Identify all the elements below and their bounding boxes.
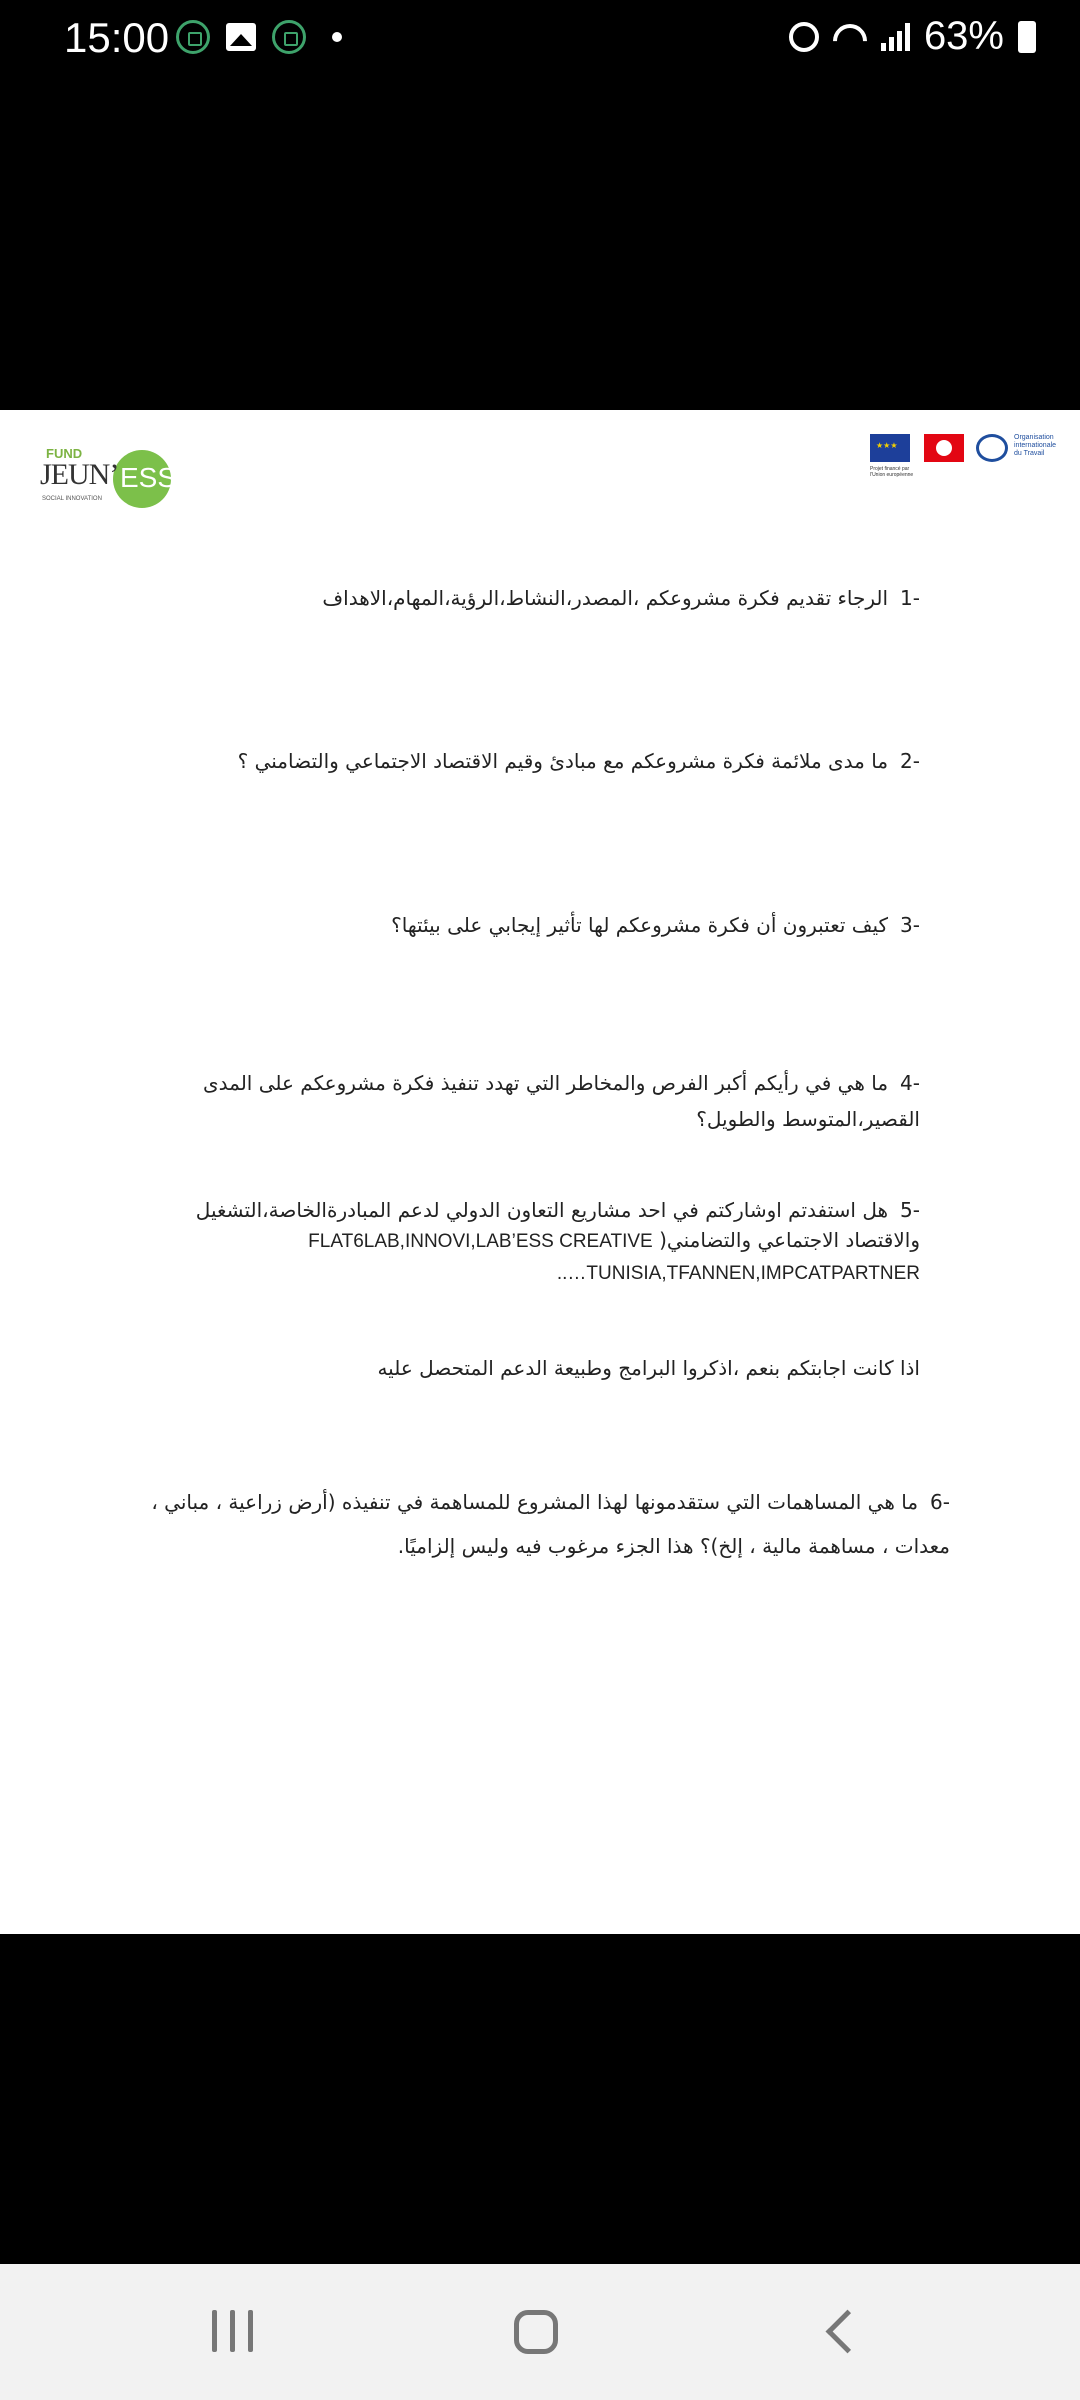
status-bar	[0, 0, 1080, 80]
eu-flag-icon	[870, 434, 910, 462]
logo-jeun-text: JEUN’	[40, 458, 119, 491]
app-notification-icon	[272, 20, 306, 54]
question-4: -4ما هي في رأيكم أكبر الفرص والمخاطر التي تهدد تنفيذ فكرة مشروعكم على المدى القصير،المتوسط والطويل؟	[203, 1071, 920, 1131]
jeuness-logo	[40, 432, 180, 504]
home-icon[interactable]	[514, 2310, 558, 2354]
battery-percentage: 63%	[923, 14, 1004, 58]
oit-caption: Organisation internationale du Travail	[1014, 434, 1057, 457]
back-icon[interactable]	[826, 2310, 870, 2354]
recent-apps-icon[interactable]	[212, 2310, 253, 2352]
app-notification-icon	[176, 20, 210, 54]
gallery-icon	[226, 23, 256, 51]
question-2: -2ما مدى ملائمة فكرة مشروعكم مع مبادئ وقيم الاقتصاد الاجتماعي والتضامني ؟	[237, 749, 920, 773]
question-5-programs-line2: TUNISIA,TFANNEN,IMPCATPARTNER…..	[556, 1263, 920, 1284]
oit-logo-icon	[976, 434, 1008, 462]
tunisia-flag-icon	[924, 434, 964, 462]
logo-ess-text: ESS	[120, 462, 177, 493]
alarm-icon	[789, 22, 819, 52]
status-time: 15:00	[64, 14, 170, 61]
question-5-followup: اذا كانت اجابتكم بنعم ،اذكروا البرامج وطبيعة الدعم المتحصل عليه	[377, 1356, 920, 1380]
wifi-icon	[833, 24, 867, 50]
navigation-bar	[0, 2264, 1080, 2400]
question-5: -5هل استفدتم اوشاركتم في احد مشاريع التعاون الدولي لدعم المبادرةالخاصة،التشغيل والاقتصاد الاجتماعي والتضامني( FLAT6LAB,INNOVI,LAB’ESS CREATIVE TUNISIA,TFANNEN,IMPCATPARTNER…..	[195, 1198, 920, 1284]
question-3: -3كيف تعتبرون أن فكرة مشروعكم لها تأثير إيجابي على بيئتها؟	[391, 913, 920, 937]
battery-icon	[1018, 21, 1036, 53]
partner-logos	[870, 434, 1064, 478]
question-6: -6ما هي المساهمات التي ستقدمونها لهذا المشروع للمساهمة في تنفيذه (أرض زراعية ، مباني ، معدات ، مساهمة مالية ، إلخ)؟ هذا الجزء مرغوب فيه وليس إلزاميًا.	[151, 1490, 950, 1558]
dot-icon	[332, 32, 342, 42]
status-icons-right	[789, 14, 1036, 59]
eu-caption: Projet financé par l'Union européenne	[870, 466, 914, 478]
signal-icon	[881, 23, 910, 51]
question-1: -1الرجاء تقديم فكرة مشروعكم ،المصدر،النشاط،الرؤية،المهام،الاهداف	[322, 586, 920, 610]
logo-fund-text: FUND	[46, 446, 83, 461]
document-page	[0, 410, 1080, 1934]
status-icons-left	[176, 20, 342, 54]
question-5-programs-line1: FLAT6LAB,INNOVI,LAB’ESS CREATIVE	[308, 1231, 653, 1252]
logo-tagline: SOCIAL INNOVATION	[42, 496, 102, 502]
